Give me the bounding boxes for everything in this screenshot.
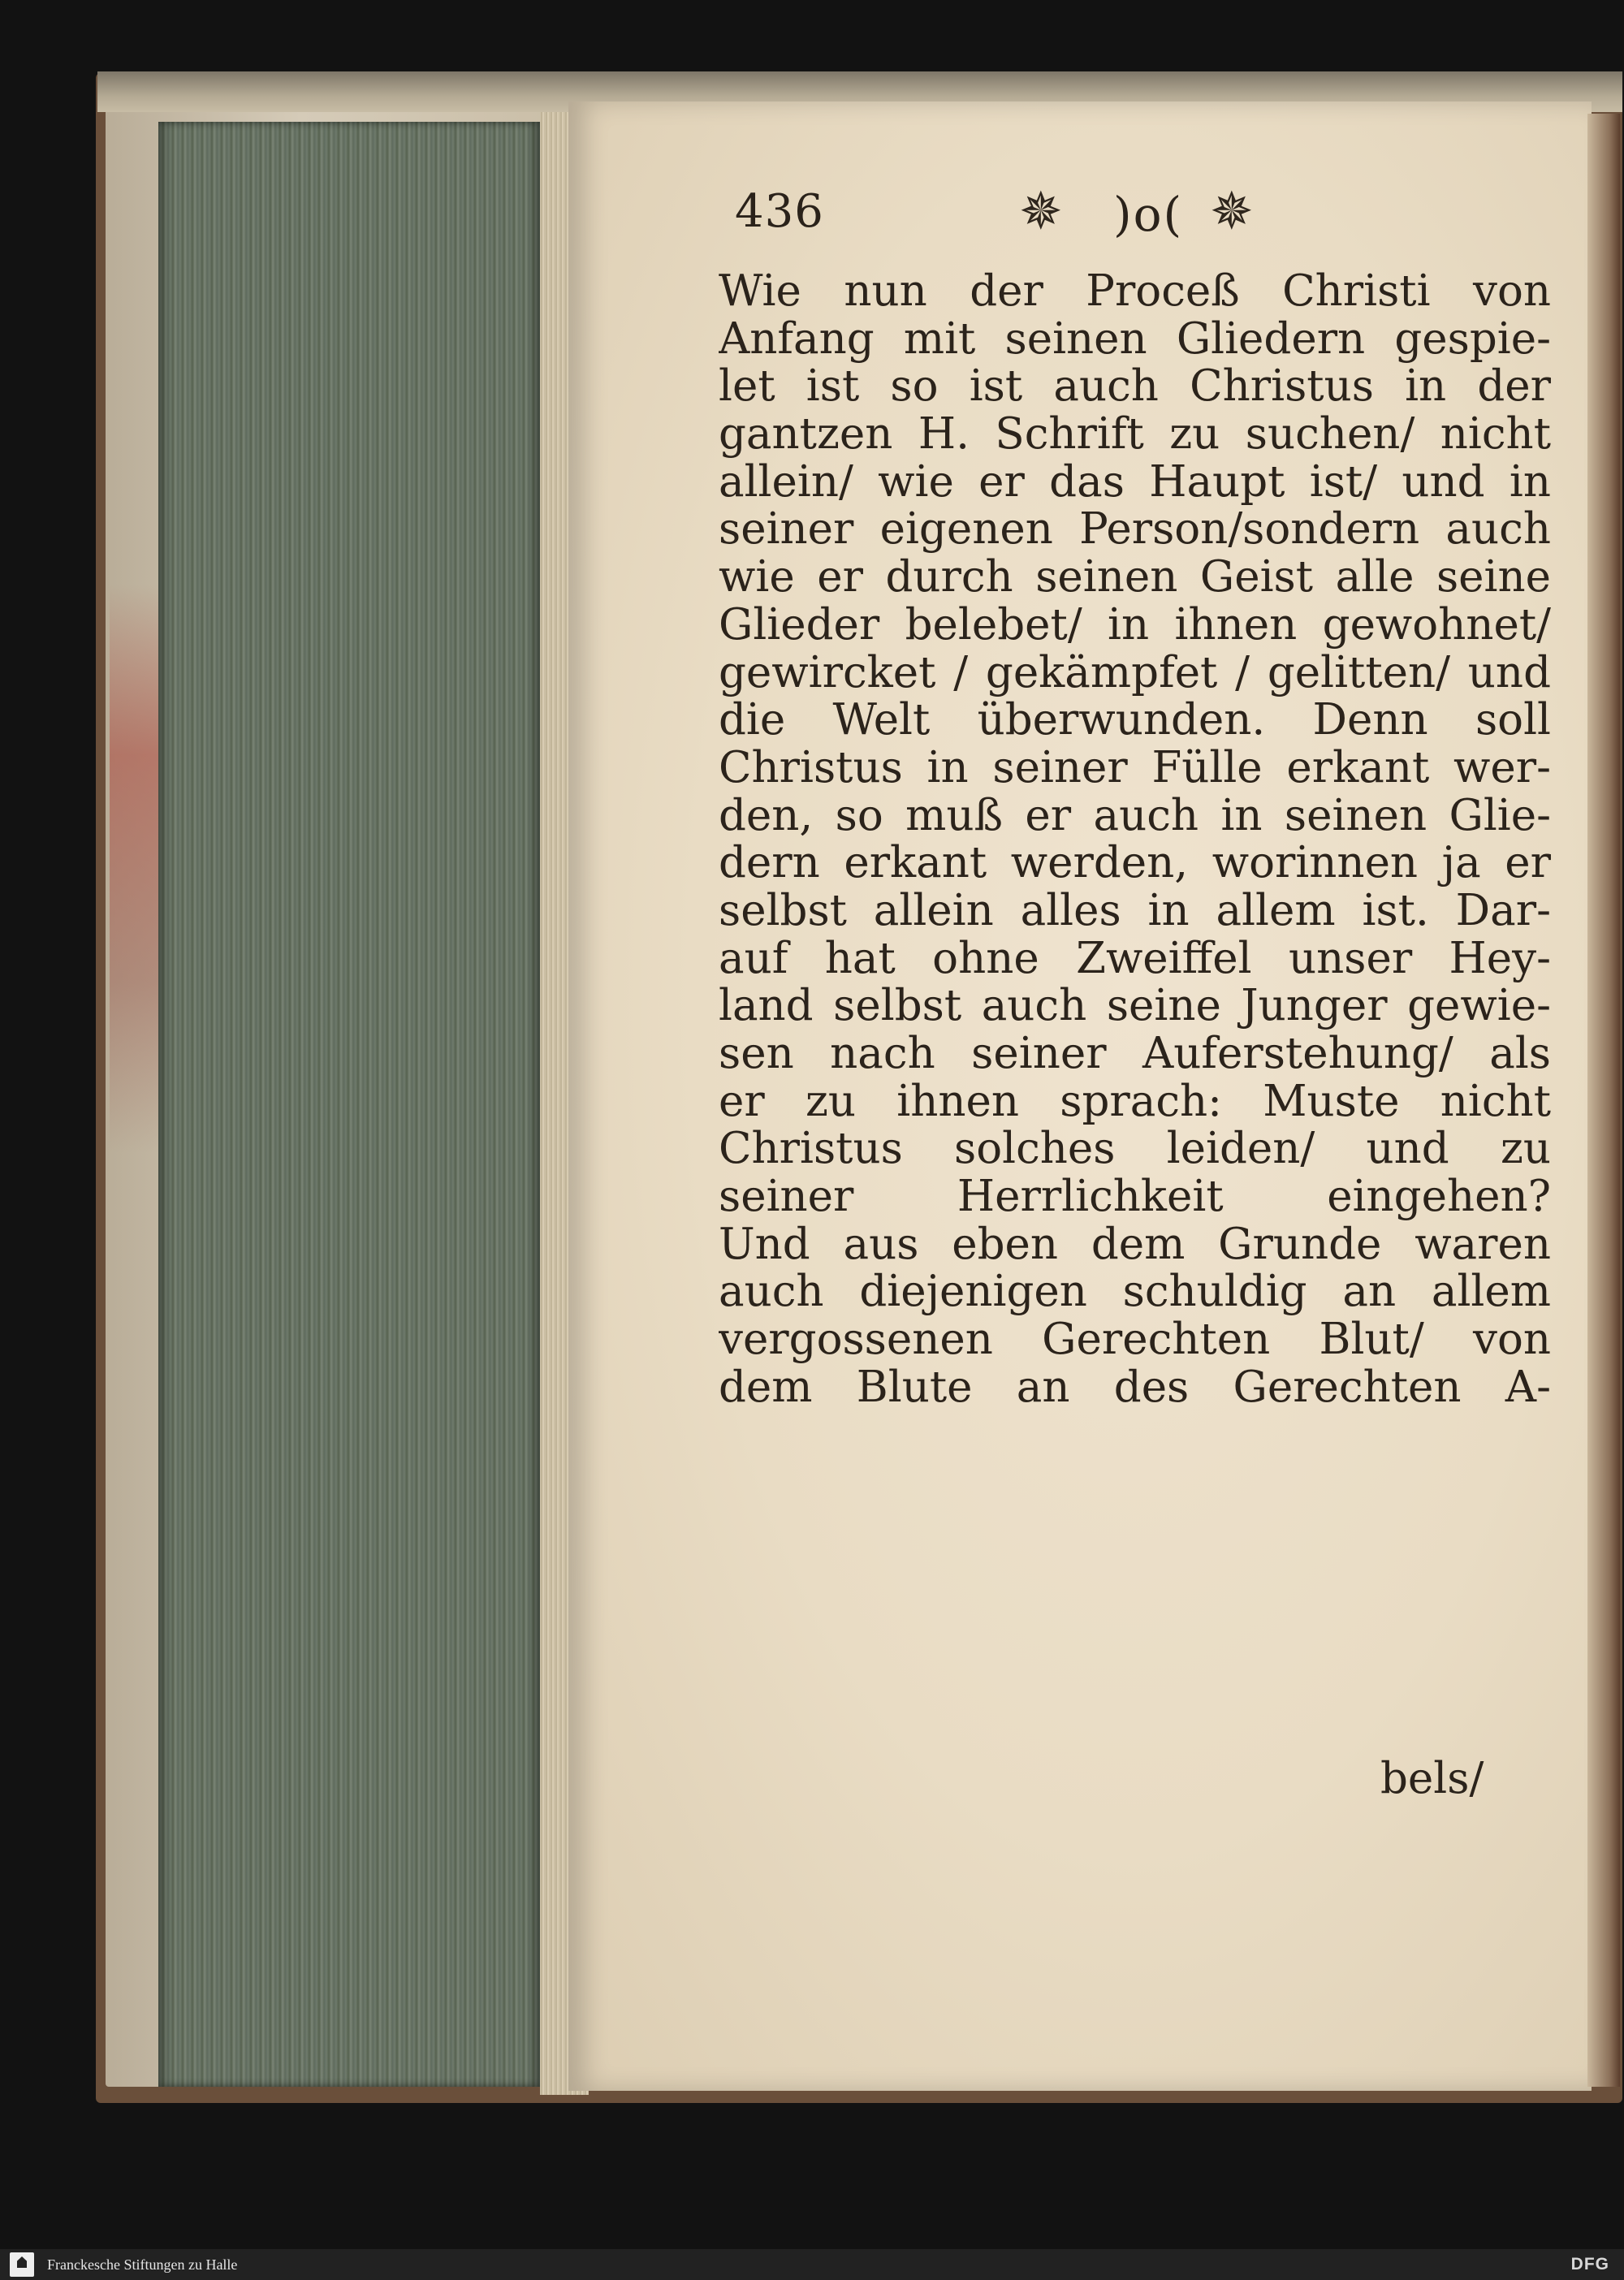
text-line: Und aus eben dem Grunde waren [719, 1220, 1551, 1269]
catchword: bels/ [1380, 1754, 1484, 1803]
text-line: wie er durch seinen Geist alle seine [719, 554, 1551, 602]
text-line: Glieder belebet/ in ihnen gewohnet/ [719, 601, 1551, 650]
text-line: selbst allein alles in allem ist. Dar- [719, 887, 1551, 935]
text-line: auch diejenigen schuldig an allem [719, 1268, 1551, 1317]
text-line: gantzen H. Schrift zu suchen/ nicht [719, 411, 1551, 459]
institution-logo-icon [10, 2252, 34, 2277]
viewer-footer [0, 2249, 1624, 2280]
text-line: allein/ wie er das Haupt ist/ und in [719, 458, 1551, 507]
text-line: dem Blute an des Gerechten A- [719, 1363, 1551, 1412]
text-line: Wie nun der Proceß Christi von [719, 268, 1551, 316]
text-line: Anfang mit seinen Gliedern gespie- [719, 315, 1551, 364]
ornament-left-icon: ✵ [1019, 182, 1063, 242]
dfg-logo: DFG [1570, 2255, 1609, 2274]
text-line: let ist so ist auch Christus in der [719, 363, 1551, 412]
text-line: auf hat ohne Zweiffel unser Hey- [719, 935, 1551, 983]
text-line: seiner eigenen Person/sondern auch [719, 506, 1551, 555]
page-edges [158, 122, 540, 2087]
text-line: land selbst auch seine Junger gewie- [719, 982, 1551, 1030]
text-line: dern erkant werden, worinnen ja er [719, 840, 1551, 887]
page-body-text [719, 268, 1551, 1412]
text-line: seiner Herrlichkeit eingehen? [719, 1173, 1551, 1221]
ornament-right-icon: ✵ [1210, 182, 1254, 242]
page-gutter [1587, 114, 1620, 2087]
text-line: Christus in seiner Fülle erkant wer- [719, 744, 1551, 792]
text-line: sen nach seiner Auferstehung/ als [719, 1030, 1551, 1078]
text-line: den, so muß er auch in seinen Glie- [719, 792, 1551, 840]
text-line: gewircket / gekämpfet / gelitten/ und [719, 649, 1551, 697]
page-number: 436 [735, 185, 824, 238]
institution-name: Franckesche Stiftungen zu Halle [47, 2256, 238, 2273]
text-line: vergossenen Gerechten Blut/ von [719, 1316, 1551, 1364]
text-line: die Welt überwunden. Denn soll [719, 697, 1551, 745]
text-line: er zu ihnen sprach: Muste nicht [719, 1077, 1551, 1126]
running-head [735, 182, 1303, 258]
ornament-center: )o( [1113, 187, 1184, 242]
text-line: Christus solches leiden/ und zu [719, 1125, 1551, 1174]
